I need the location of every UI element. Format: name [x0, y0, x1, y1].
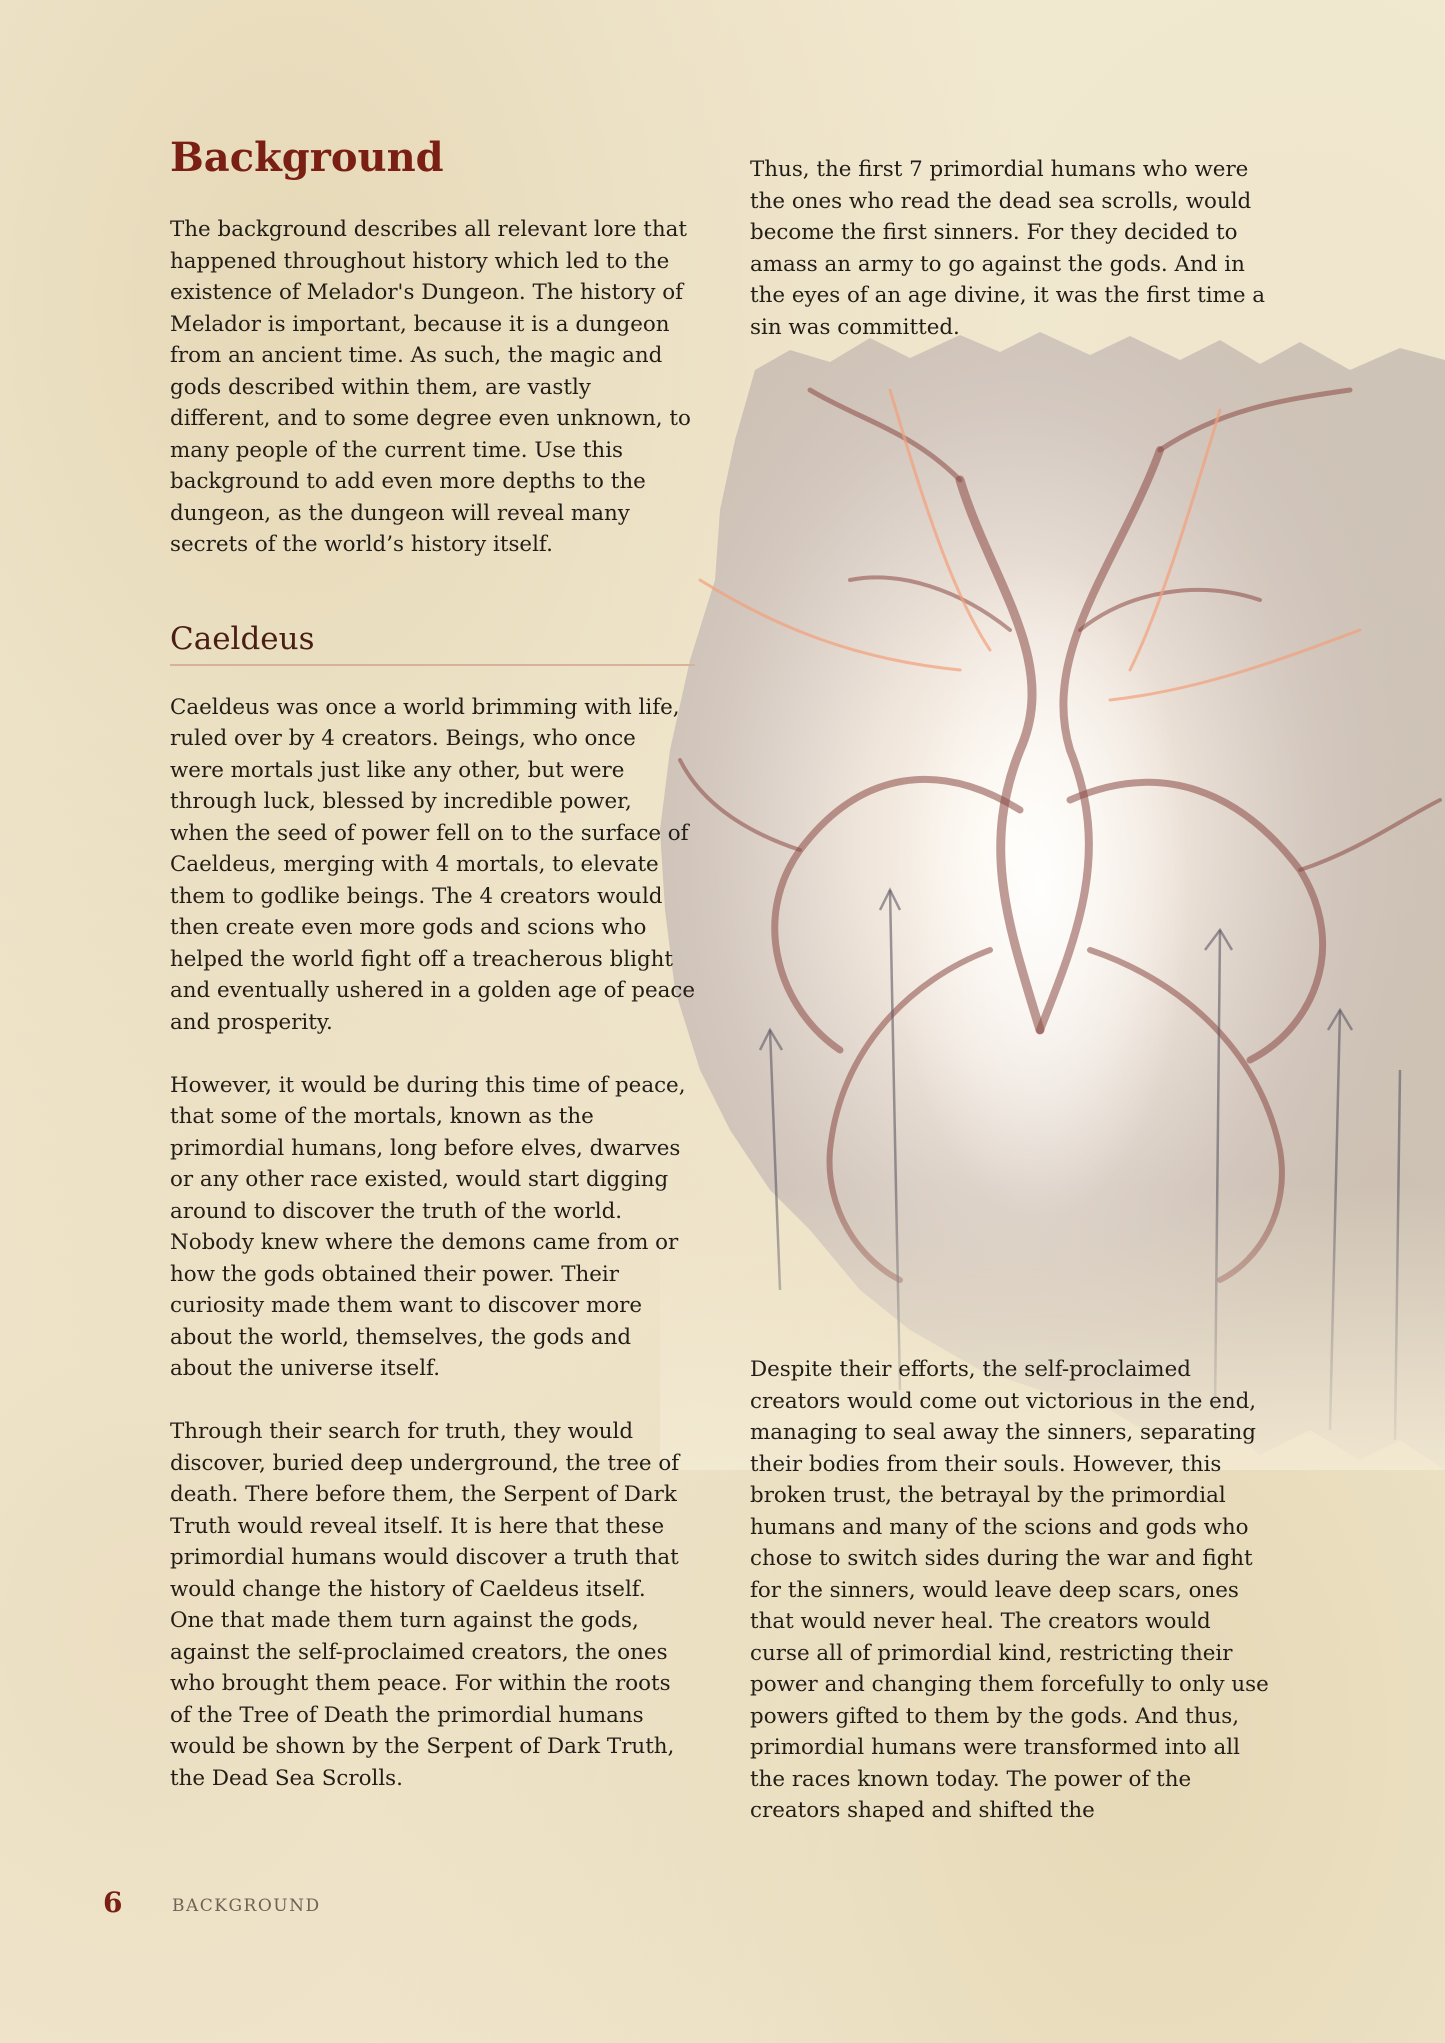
- right-column-top: [750, 154, 1275, 343]
- sinners-paragraph: Thus, the first 7 primordial humans who were the ones who read the dead sea scrolls, would become the first sinners. For they decided to amass an army to go against the gods. And in the eyes of an age divine, it was the first time a sin was committed.: [750, 157, 1266, 340]
- section-heading-caeldeus: Caeldeus: [170, 621, 695, 666]
- creators-paragraph: Despite their efforts, the self-proclaimed creators would come out victorious in the end, managing to seal away the sinners, separating their bodies from their souls. However, this broken trust, the betrayal by the primordial humans and many of the scions and gods who chose to switch sides during the war and fight for the sinners, would leave deep scars, ones that would never heal. The creators would curse all of primordial kind, restricting their power and changing them forcefully to only use powers gifted to them by the gods. And thus, primordial humans were transformed into all the races known today. The power of the creators shaped and shifted the: [750, 1357, 1269, 1823]
- caeldeus-paragraph-1: Caeldeus was once a world brimming with life, ruled over by 4 creators. Beings, who once were mortals just like any other, but were through luck, blessed by incredible power, when the seed of power fell on to the surface of Caeldeus, merging with 4 mortals, to elevate them to godlike beings. The 4 creators would then create even more gods and scions who helped the world fight off a treacherous blight and eventually ushered in a golden age of peace and prosperity.: [170, 694, 696, 1035]
- footer-section-label: BACKGROUND: [172, 1896, 321, 1916]
- page-heading: Background: [170, 134, 444, 181]
- caeldeus-paragraph-3: Through their search for truth, they would discover, buried deep underground, the tree of death. There before them, the Serpent of Dark Truth would reveal itself. It is here that these primordial humans would discover a truth that would change the history of Caeldeus itself. One that made them turn against the gods, against the self-proclaimed creators, the ones who brought them peace. For within the roots of the Tree of Death the primordial humans would be shown by the Serpent of Dark Truth, the Dead Sea Scrolls.: [170, 1419, 680, 1791]
- intro-paragraph: The background describes all relevant lore that happened throughout history which led to the existence of Melador's Dungeon. The history of Melador is important, because it is a dungeon from an ancient time. As such, the magic and gods described within them, are vastly different, and to some degree even unknown, to many people of the current time. Use this background to add even more depths to the dungeon, as the dungeon will reveal many secrets of the world’s history itself.: [170, 217, 691, 557]
- page-number: 6: [103, 1886, 123, 1919]
- left-column: [170, 136, 695, 1794]
- tree-of-death-illustration: [660, 330, 1445, 1470]
- right-column-bottom: [750, 1354, 1275, 1827]
- caeldeus-paragraph-2: However, it would be during this time of peace, that some of the mortals, known as the primordial humans, long before elves, dwarves or any other race existed, would start digging around to discover the truth of the world. Nobody knew where the demons came from or how the gods obtained their power. Their curiosity made them want to discover more about the world, themselves, the gods and about the universe itself.: [170, 1072, 686, 1382]
